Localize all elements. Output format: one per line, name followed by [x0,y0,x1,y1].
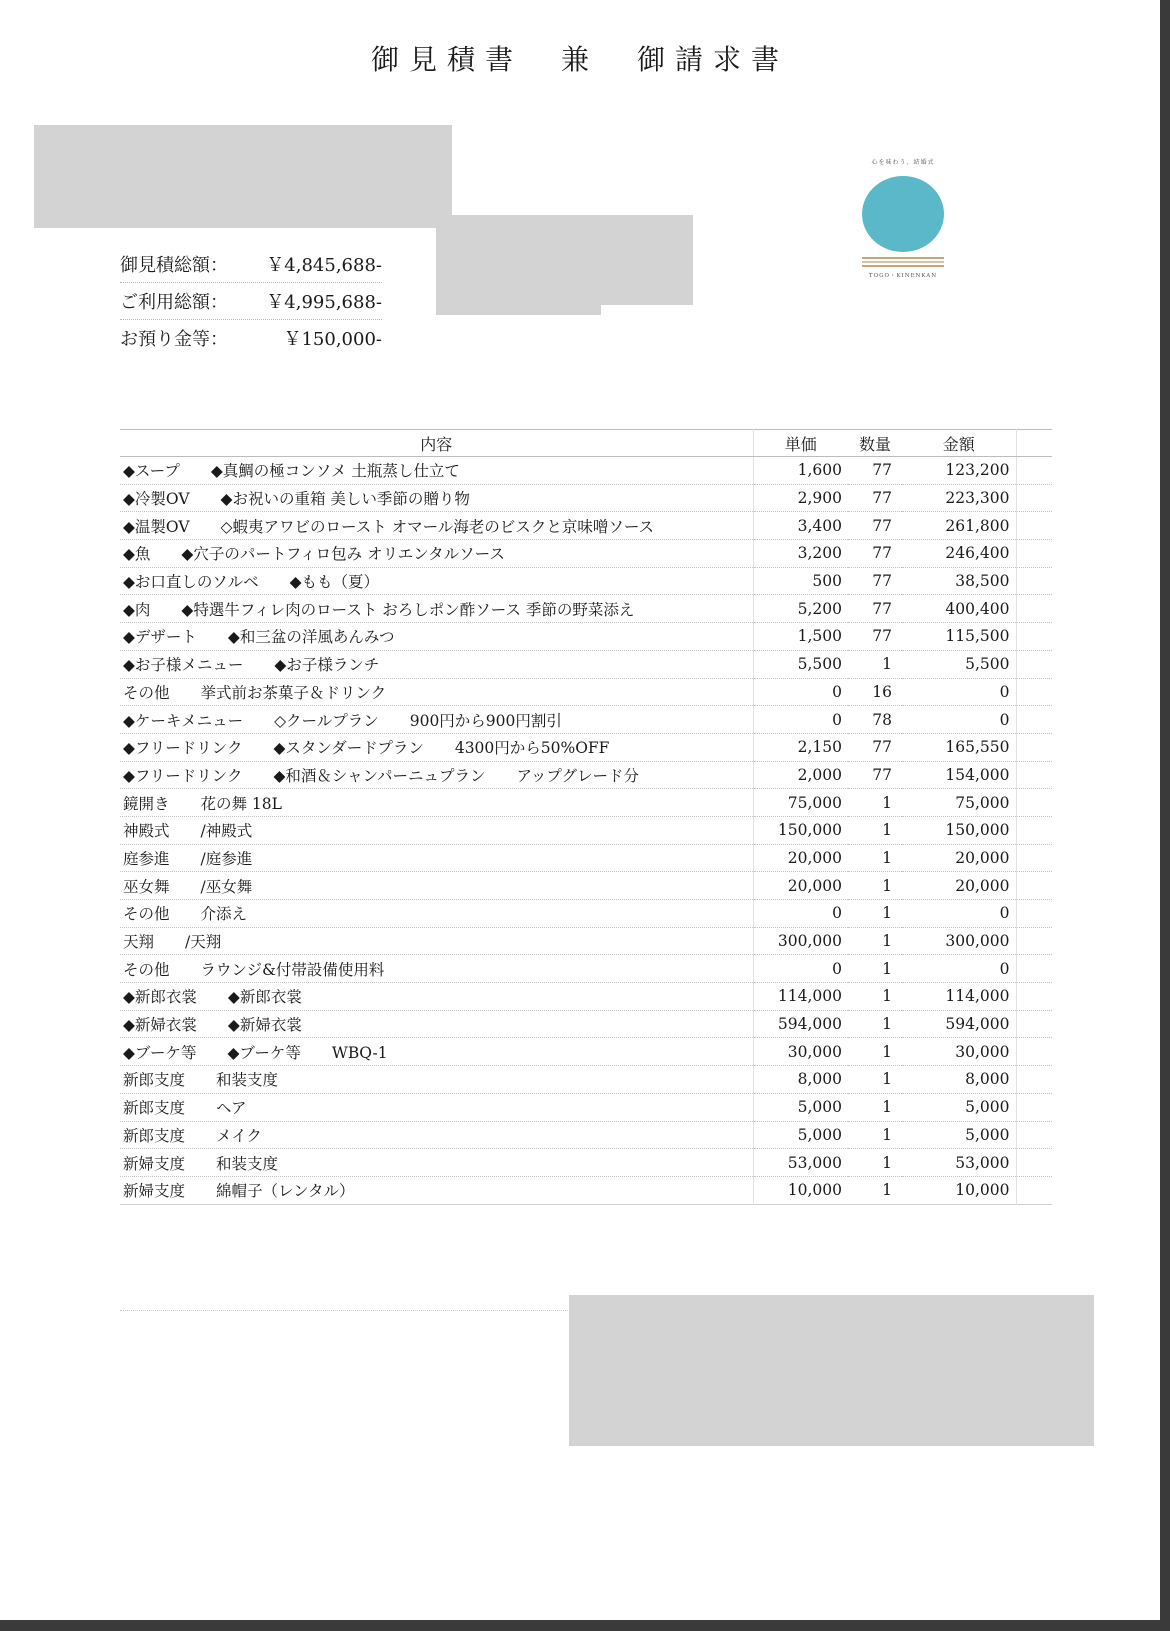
item-unit-price: 1,500 [753,623,848,651]
row-spacer [1016,1149,1052,1177]
signature-line [120,1310,570,1311]
row-spacer [1016,900,1052,928]
item-unit-price: 0 [753,900,848,928]
item-unit-price: 5,000 [753,1093,848,1121]
item-description: その他 介添え [120,900,753,928]
item-quantity: 77 [848,567,902,595]
item-quantity: 1 [848,900,902,928]
item-unit-price: 30,000 [753,1038,848,1066]
logo-line [862,261,944,263]
table-row [120,1149,1052,1177]
item-description: ◆ケーキメニュー ◇クールプラン 900円から900円割引 [120,706,753,734]
item-unit-price: 114,000 [753,983,848,1011]
item-quantity: 77 [848,761,902,789]
item-amount: 150,000 [902,816,1016,844]
item-amount: 0 [902,678,1016,706]
item-amount: 0 [902,900,1016,928]
item-description: ◆フリードリンク ◆スタンダードプラン 4300円から50%OFF [120,733,753,761]
summary-value: ￥4,845,688- [266,255,382,276]
table-row [120,955,1052,983]
row-spacer [1016,567,1052,595]
item-unit-price: 0 [753,955,848,983]
row-spacer [1016,512,1052,540]
item-amount: 0 [902,706,1016,734]
item-quantity: 1 [848,1066,902,1094]
row-spacer [1016,540,1052,568]
table-row [120,816,1052,844]
item-quantity: 1 [848,983,902,1011]
logo-line [862,265,944,267]
item-amount: 261,800 [902,512,1016,540]
item-description: 庭参進 /庭参進 [120,844,753,872]
document-title: 御見積書 兼 御請求書 [370,43,789,76]
table-row [120,872,1052,900]
table-row [120,1038,1052,1066]
item-amount: 53,000 [902,1149,1016,1177]
table-row [120,1121,1052,1149]
item-unit-price: 0 [753,678,848,706]
summary-value: ￥4,995,688- [266,292,382,313]
row-spacer [1016,623,1052,651]
item-unit-price: 2,000 [753,761,848,789]
row-spacer [1016,1066,1052,1094]
table-row [120,844,1052,872]
table-row [120,484,1052,512]
header-description: 内容 [120,430,753,457]
row-spacer [1016,595,1052,623]
item-amount: 10,000 [902,1176,1016,1204]
item-unit-price: 10,000 [787,1181,842,1200]
item-description: ◆温製OV ◇蝦夷アワビのロースト オマール海老のビスクと京味噌ソース [120,512,753,540]
table-footer-row [120,1204,1052,1217]
table-row [120,540,1052,568]
row-spacer [1016,955,1052,983]
table-header-row [120,430,1052,457]
item-quantity: 1 [848,1121,902,1149]
item-description: ◆新婦衣裳 ◆新婦衣裳 [120,1010,753,1038]
logo-line [862,257,944,259]
row-spacer [1016,1010,1052,1038]
row-spacer [1016,650,1052,678]
item-amount: 8,000 [902,1066,1016,1094]
item-unit-price: 594,000 [753,1010,848,1038]
item-unit-price: 1,600 [753,457,848,485]
item-unit-price: 20,000 [753,844,848,872]
item-description: ◆ブーケ等 ◆ブーケ等 WBQ-1 [120,1038,753,1066]
item-unit-price: 2,900 [753,484,848,512]
item-description: ◆お口直しのソルベ ◆もも（夏） [120,567,753,595]
item-description: その他 ラウンジ&付帯設備使用料 [120,955,753,983]
item-description: ◆デザート ◆和三盆の洋風あんみつ [120,623,753,651]
item-amount: 165,550 [902,733,1016,761]
item-amount: 400,400 [902,595,1016,623]
item-quantity: 1 [848,1149,902,1177]
item-quantity: 1 [848,816,902,844]
item-quantity: 1 [848,844,902,872]
item-amount: 20,000 [902,844,1016,872]
item-amount: 30,000 [902,1038,1016,1066]
header-unit-price: 単価 [753,430,848,457]
row-spacer [1016,816,1052,844]
row-spacer [1016,927,1052,955]
item-description: 新婦支度 和装支度 [120,1149,753,1177]
table-row [120,927,1052,955]
item-quantity: 77 [848,733,902,761]
header-quantity: 数量 [848,430,902,457]
row-spacer [1016,1093,1052,1121]
item-quantity: 77 [848,623,902,651]
redacted-block [436,215,693,305]
row-spacer [1016,484,1052,512]
table-row [120,706,1052,734]
item-description: 新郎支度 和装支度 [120,1066,753,1094]
item-amount: 5,500 [902,650,1016,678]
header-spacer [1016,430,1052,457]
item-amount: 154,000 [902,761,1016,789]
summary-row [120,283,382,320]
item-amount: 38,500 [902,567,1016,595]
item-description: 新婦支度 綿帽子（レンタル） [120,1176,753,1204]
item-quantity: 16 [848,678,902,706]
header-amount: 金額 [902,430,1016,457]
item-amount: 594,000 [902,1010,1016,1038]
table-row [120,567,1052,595]
table-row [120,789,1052,817]
row-spacer [1016,983,1052,1011]
table-row [120,678,1052,706]
item-unit-price: 300,000 [753,927,848,955]
item-quantity: 1 [848,927,902,955]
line-items-table [120,429,1052,1217]
item-amount: 75,000 [902,789,1016,817]
row-spacer [1016,706,1052,734]
item-description: 神殿式 /神殿式 [120,816,753,844]
item-amount: 115,500 [902,623,1016,651]
table-row [120,1010,1052,1038]
item-quantity: 1 [848,872,902,900]
item-unit-price: 150,000 [753,816,848,844]
table-row [120,900,1052,928]
item-quantity: 77 [848,512,902,540]
row-spacer [1016,733,1052,761]
item-quantity: 77 [848,540,902,568]
item-description: ◆冷製OV ◆お祝いの重箱 美しい季節の贈り物 [120,484,753,512]
item-amount: 300,000 [902,927,1016,955]
logo-circle-icon [862,176,944,252]
venue-logo [848,158,958,278]
item-quantity: 1 [882,1181,892,1200]
summary-row [120,320,382,356]
item-amount: 246,400 [902,540,1016,568]
row-spacer [1016,789,1052,817]
item-quantity: 1 [848,1010,902,1038]
table-row [120,761,1052,789]
item-amount: 0 [902,955,1016,983]
table-row [120,1176,1052,1204]
item-amount: 5,000 [902,1093,1016,1121]
amount-summary [120,246,382,356]
item-quantity: 1 [848,789,902,817]
item-unit-price: 3,400 [753,512,848,540]
table-row [120,1066,1052,1094]
item-description: 鏡開き 花の舞 18L [120,789,753,817]
item-quantity: 1 [848,1093,902,1121]
item-unit-price: 8,000 [753,1066,848,1094]
item-description: ◆肉 ◆特選牛フィレ肉のロースト おろしポン酢ソース 季節の野菜添え [120,595,753,623]
row-spacer [1016,1176,1052,1204]
item-description: ◆魚 ◆穴子のパートフィロ包み オリエンタルソース [120,540,753,568]
item-quantity: 1 [848,650,902,678]
table-row [120,650,1052,678]
item-unit-price: 20,000 [753,872,848,900]
item-unit-price: 3,200 [753,540,848,568]
summary-row [120,246,382,283]
item-unit-price: 5,000 [753,1121,848,1149]
row-spacer [1016,844,1052,872]
item-quantity: 77 [848,457,902,485]
item-amount: 5,000 [902,1121,1016,1149]
item-unit-price: 5,500 [753,650,848,678]
item-quantity: 78 [848,706,902,734]
item-unit-price: 2,150 [753,733,848,761]
item-amount: 20,000 [902,872,1016,900]
item-amount: 223,300 [902,484,1016,512]
redacted-block [436,300,601,315]
item-description: 天翔 /天翔 [120,927,753,955]
logo-tagline: 心を味わう、結婚式 [871,159,935,166]
row-spacer [1016,678,1052,706]
table-row [120,623,1052,651]
item-amount: 114,000 [902,983,1016,1011]
table-row [120,457,1052,485]
logo-brand: TOGO・KINENKAN [868,273,938,279]
item-description: ◆スープ ◆真鯛の極コンソメ 土瓶蒸し仕立て [120,457,753,485]
item-quantity: 1 [848,1038,902,1066]
row-spacer [1016,1121,1052,1149]
item-description: ◆新郎衣裳 ◆新郎衣裳 [120,983,753,1011]
item-quantity: 77 [848,595,902,623]
table-row [120,512,1052,540]
row-spacer [1016,457,1052,485]
redacted-block [34,125,452,228]
table-row [120,595,1052,623]
logo-lines [862,257,944,267]
item-unit-price: 5,200 [753,595,848,623]
row-spacer [1016,872,1052,900]
item-description: 新郎支度 メイク [120,1121,753,1149]
summary-label: 御見積総額： [120,255,228,276]
item-unit-price: 53,000 [753,1149,848,1177]
row-spacer [1016,761,1052,789]
redacted-block [569,1295,1094,1446]
summary-value: ￥150,000- [283,329,382,350]
item-quantity: 1 [848,955,902,983]
summary-label: ご利用総額： [120,292,228,313]
item-quantity: 77 [848,484,902,512]
item-description: ◆お子様メニュー ◆お子様ランチ [120,650,753,678]
table-row [120,1093,1052,1121]
item-unit-price: 75,000 [753,789,848,817]
item-unit-price: 500 [753,567,848,595]
item-description: 新郎支度 ヘア [120,1093,753,1121]
row-spacer [1016,1038,1052,1066]
table-footer-line [120,1204,1052,1217]
item-description: ◆フリードリンク ◆和酒＆シャンパーニュプラン アップグレード分 [120,761,753,789]
item-unit-price: 0 [753,706,848,734]
item-amount: 123,200 [902,457,1016,485]
table-row [120,733,1052,761]
summary-label: お預り金等： [120,329,228,350]
item-description: その他 挙式前お茶菓子＆ドリンク [120,678,753,706]
item-description: 巫女舞 /巫女舞 [120,872,753,900]
table-row [120,983,1052,1011]
